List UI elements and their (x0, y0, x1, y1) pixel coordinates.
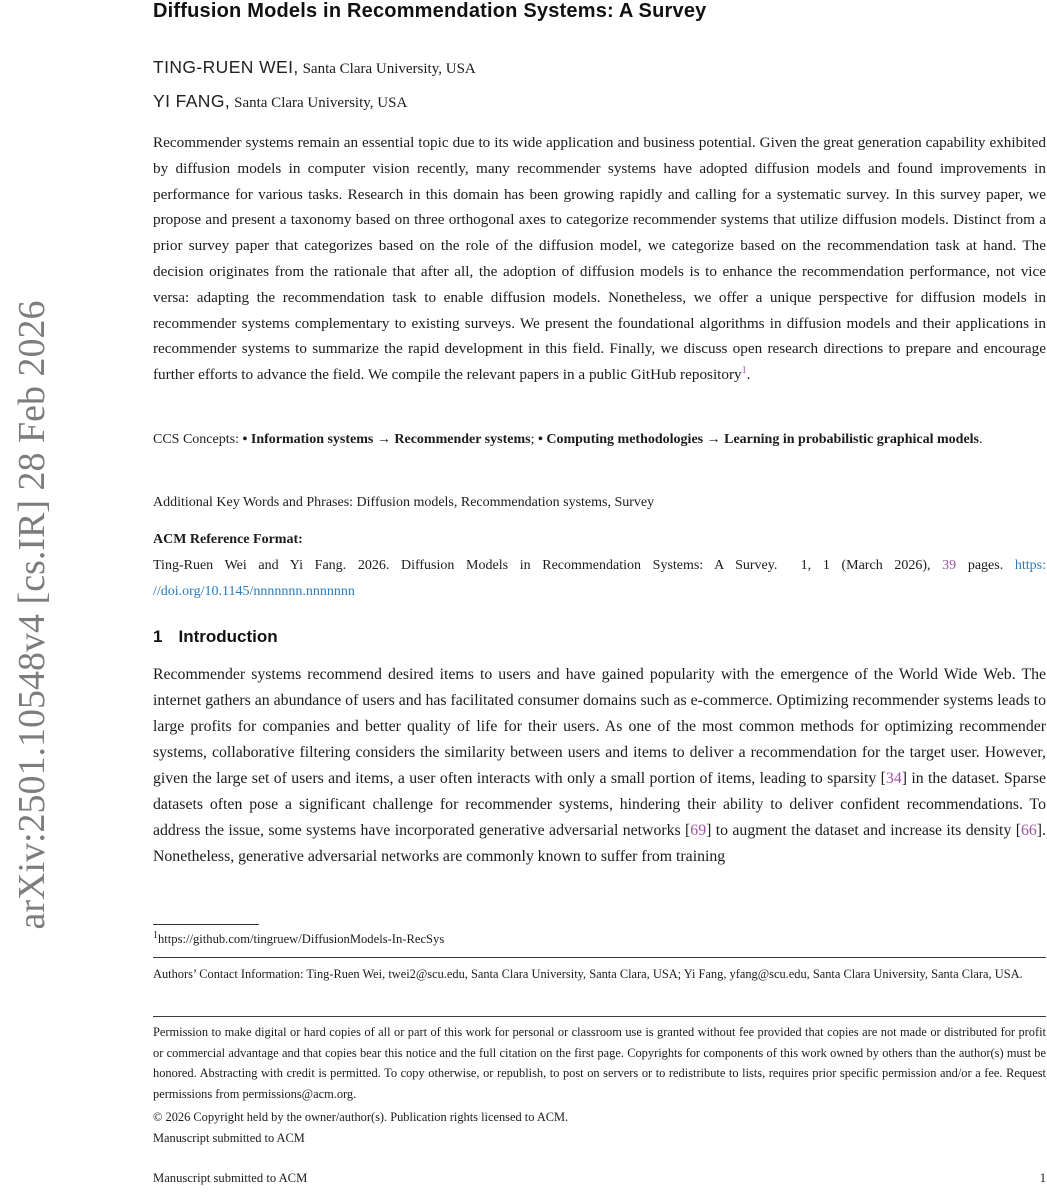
introduction-paragraph: Recommender systems recommend desired items to users and have gained popularity with the emergence of the World Wide Web. The internet gathers an abundance of users and has facilitated consumer domains such as e-commerce. Optimizing recommender systems leads to large profits for companies and better quality of life for their users. As one of the most common methods for optimizing recommender systems, collaborative filtering considers the similarity between users and items to deliver a recommendation for the target user. However, given the large set of users and items, a user often interacts with only a small portion of items, leading to sparsity [34] in the dataset. Sparse datasets often pose a significant challenge for recommender systems, hindering their ability to deliver confident recommendations. To address the issue, some systems have incorporated generative adversarial networks [69] to augment the dataset and increase its density [66]. Nonetheless, generative adversarial networks are commonly known to suffer from training (153, 666, 1047, 865)
footnote (153, 929, 1046, 949)
ccs-concepts: CCS Concepts: • Information systems → Recommender systems; • Computing methodologies → Learning in probabilistic graphical models. (153, 432, 983, 447)
contact-divider (153, 957, 1046, 958)
authors-contact-info: Authors’ Contact Information: Ting-Ruen Wei, twei2@scu.edu, Santa Clara University, Santa Clara, USA; Yi Fang, yfang@scu.edu, Santa Clara University, Santa Clara, USA. (153, 967, 1023, 981)
section-title: Introduction (178, 627, 278, 646)
author-affiliation: Santa Clara University, USA (302, 61, 476, 77)
paper-content (153, 0, 1046, 1192)
arxiv-watermark: arXiv:2501.10548v4 [cs.IR] 28 Feb 2026 (11, 300, 53, 930)
author-row (153, 50, 1046, 84)
section-number: 1 (153, 627, 163, 646)
footnote-marker: 1 (153, 929, 158, 941)
copyright-line: © 2026 Copyright held by the owner/author(s). Publication rights licensed to ACM. (153, 1110, 569, 1124)
author-list (153, 50, 1046, 118)
acm-reference-citation[interactable]: Ting-Ruen Wei and Yi Fang. 2026. Diffusion Models in Recommendation Systems: A Survey. 1, 1 (March 2026), 39 pages. https:​//doi.org/10.1145/nnnnnnn.nnnnnnn (153, 558, 1046, 599)
acm-reference-format (153, 527, 1046, 605)
footnote-github-link[interactable]: https://github.com/tingruew/DiffusionModels-In-RecSys (158, 932, 445, 946)
author-name: YI FANG, (153, 91, 231, 111)
acm-reference-label: ACM Reference Format: (153, 532, 303, 547)
page-number: 1 (1039, 1171, 1046, 1185)
keywords-line: Additional Key Words and Phrases: Diffusion models, Recommendation systems, Survey (153, 495, 655, 510)
paper-title: Diffusion Models in Recommendation Systems: A Survey (153, 0, 707, 22)
page-footer (153, 1171, 1046, 1186)
author-name: TING-RUEN WEI, (153, 57, 299, 77)
footer-left-text: Manuscript submitted to ACM (153, 1171, 308, 1185)
abstract-paragraph: Recommender systems remain an essential topic due to its wide application and business potential. Given the great generation capability exhibited by diffusion models in computer vision recently, many recommender systems have adopted diffusion models and found improvements in performance for various tasks. Research in this domain has been growing rapidly and calling for a systematic survey. In this survey paper, we propose and present a taxonomy based on three orthogonal axes to categorize recommender systems that utilize diffusion models. Distinct from a prior survey paper that categorizes based on the role of the diffusion model, we categorize based on the recommendation task at hand. The decision originates from the rationale that after all, the adoption of diffusion models is to enhance the recommendation performance, not vice versa: adapting the recommendation task to enable diffusion models. Nonetheless, we offer a unique perspective for diffusion models in recommender systems complementary to existing surveys. We present the foundational algorithms in diffusion models and their applications in recommender systems to summarize the rapid development in this field. Finally, we discuss open research directions to prepare and encourage further efforts to advance the field. We compile the relevant papers in a public GitHub repository$^1$. (153, 134, 1046, 384)
author-affiliation: Santa Clara University, USA (234, 95, 408, 111)
manuscript-note: Manuscript submitted to ACM (153, 1131, 305, 1145)
footnote-divider (153, 924, 259, 925)
permission-divider (153, 1016, 1046, 1017)
permission-notice: Permission to make digital or hard copies of all or part of this work for personal or classroom use is granted without fee provided that copies are not made or distributed for profit or commercial advantage and that copies bear this notice and the full citation on the first page. Copyrights for components of this work owned by others than the author(s) must be honored. Abstracting with credit is permitted. To copy otherwise, or republish, to post on servers or to redistribute to lists, requires prior specific permission and/or a fee. Request permissions from permissions@acm.org. (153, 1025, 1046, 1101)
author-row (153, 84, 1046, 118)
section-heading-introduction (153, 627, 1046, 647)
